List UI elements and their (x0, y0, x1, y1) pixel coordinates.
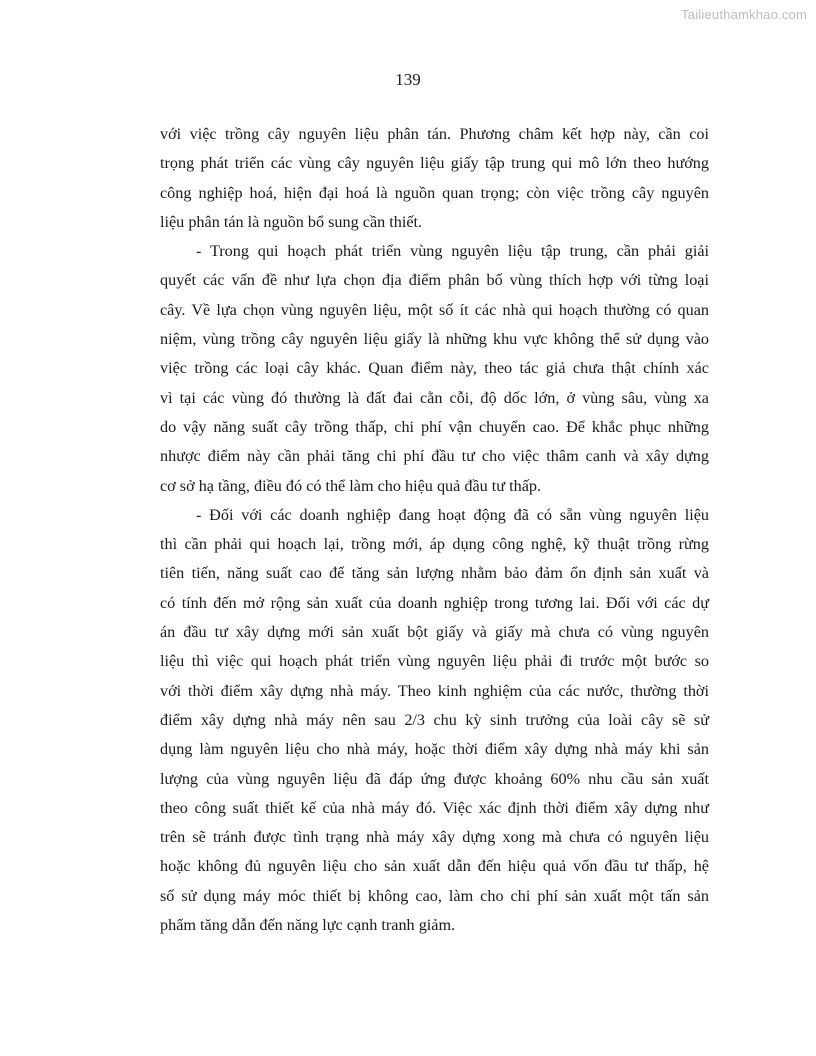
text-line: lượng của vùng nguyên liệu đã đáp ứng được khoảng 60% nhu cầu sản xuất (160, 769, 709, 788)
text-line: thì cần phải qui hoạch lại, trồng mới, áp dụng công nghệ, kỹ thuật trồng rừng (160, 535, 709, 554)
text-line: có tính đến mở rộng sản xuất của doanh nghiệp trong tương lai. Đối với các dự (160, 593, 709, 612)
text-line: trên sẽ tránh được tình trạng nhà máy xây dựng xong mà chưa có nguyên liệu (160, 828, 709, 847)
text-line: cây. Về lựa chọn vùng nguyên liệu, một số ít các nhà qui hoạch thường có quan (160, 300, 709, 319)
text-line: do vậy năng suất cây trồng thấp, chi phí vận chuyển cao. Để khắc phục những (160, 417, 709, 436)
page-number: 139 (395, 70, 421, 89)
text-line: việc trồng các loại cây khác. Quan điểm này, theo tác giả chưa thật chính xác (160, 359, 709, 378)
paragraph-1 (160, 120, 709, 237)
document-body (160, 120, 709, 940)
text-line: hoặc không đủ nguyên liệu cho sản xuất dẫn đến hiệu quả vốn đầu tư thấp, hệ (160, 857, 709, 876)
text-line: với việc trồng cây nguyên liệu phân tán. Phương châm kết hợp này, cần coi (160, 125, 709, 143)
text-line: công nghiệp hoá, hiện đại hoá là nguồn quan trọng; còn việc trồng cây nguyên (160, 183, 709, 202)
text-line: dụng làm nguyên liệu cho nhà máy, hoặc thời điểm xây dựng nhà máy khi sản (160, 740, 709, 759)
text-line: số sử dụng máy móc thiết bị không cao, làm cho chi phí sản xuất một tấn sản (160, 886, 709, 905)
text-line: niệm, vùng trồng cây nguyên liệu giấy là những khu vực không thể sử dụng vào (160, 330, 709, 349)
text-line: liệu phân tán là nguồn bổ sung cần thiết. (160, 212, 423, 231)
text-line: với thời điểm xây dựng nhà máy. Theo kinh nghiệm của các nước, thường thời (160, 681, 709, 700)
text-line: quyết các vấn đề như lựa chọn địa điểm phân bố vùng thích hợp với từng loại (160, 271, 709, 290)
text-line: nhược điểm này cần phải tăng chi phí đầu tư cho việc thâm canh và xây dựng (160, 447, 709, 466)
text-line: - Trong qui hoạch phát triển vùng nguyên liệu tập trung, cần phải giải (196, 242, 709, 261)
text-line: cơ sở hạ tầng, điều đó có thể làm cho hiệu quả đầu tư thấp. (160, 476, 542, 495)
text-line: - Đối với các doanh nghiệp đang hoạt động đã có sẵn vùng nguyên liệu (196, 505, 709, 524)
watermark: Tailieuthamkhao.com (681, 7, 807, 22)
paragraph-3 (160, 501, 709, 940)
text-line: án đầu tư xây dựng mới sản xuất bột giấy và giấy mà chưa có vùng nguyên (160, 623, 709, 642)
text-line: phẩm tăng dẫn đến năng lực cạnh tranh giảm. (160, 916, 456, 935)
text-line: theo công suất thiết kế của nhà máy đó. Việc xác định thời điểm xây dựng như (160, 798, 709, 817)
text-line: liệu thì việc qui hoạch phát triển vùng nguyên liệu phải đi trước một bước so (160, 652, 709, 671)
text-line: tiên tiến, năng suất cao để tăng sản lượng nhằm bảo đảm ổn định sản xuất và (160, 564, 709, 583)
paragraph-2 (160, 237, 709, 501)
text-line: vì tại các vùng đó thường là đất đai cằn cỗi, độ dốc lớn, ở vùng sâu, vùng xa (160, 388, 709, 407)
text-line: điểm xây dựng nhà máy nên sau 2/3 chu kỳ sinh trưởng của loài cây sẽ sử (160, 710, 709, 729)
text-line: trọng phát triển các vùng cây nguyên liệu giấy tập trung qui mô lớn theo hướng (160, 154, 709, 173)
